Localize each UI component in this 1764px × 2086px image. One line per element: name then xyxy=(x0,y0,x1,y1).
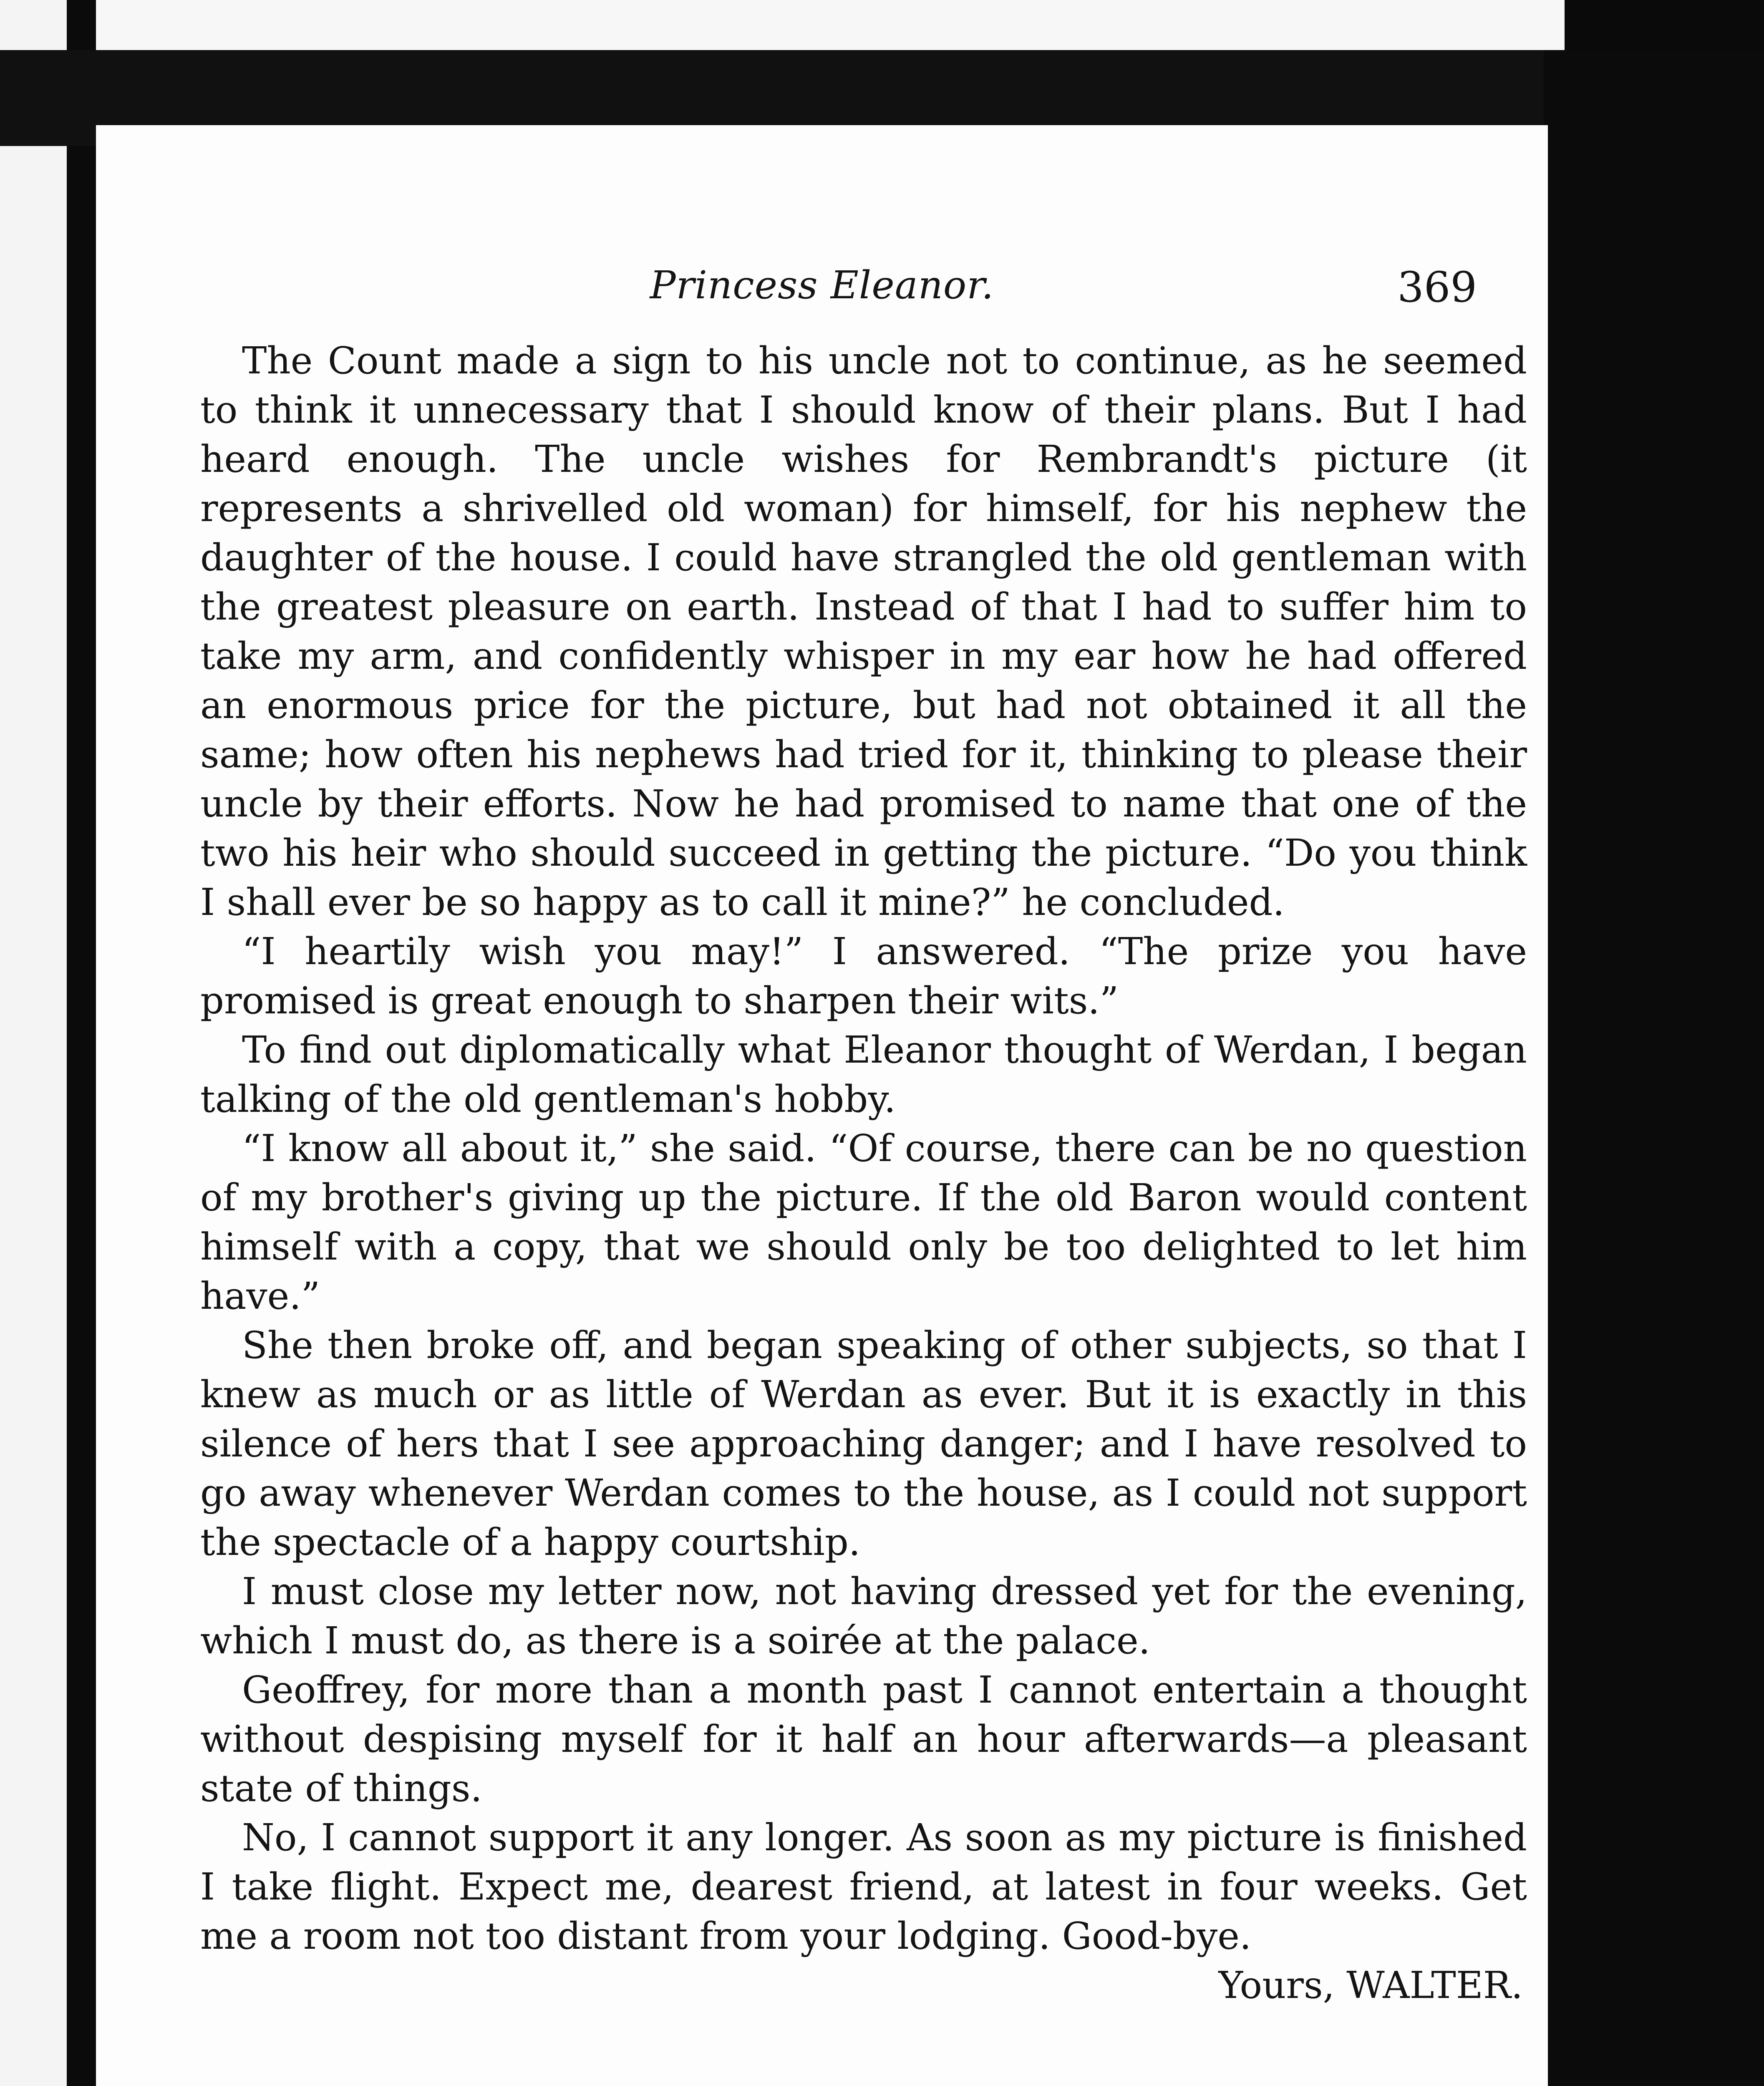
paragraph: She then broke off, and began speaking of other subjects, so that I knew as much or as little of Werdan as ever. But it is exactly in this silence of hers that I see approaching danger; and I have resolved to go away whenever Werdan comes to the house, as I could not support the spectacle of a happy courtship. xyxy=(200,1323,1527,1564)
paragraph: Geoffrey, for more than a month past I cannot entertain a thought without despising myself for it half an hour afterwards—a pleasant state of things. xyxy=(200,1668,1527,1810)
binding-gutter xyxy=(67,0,96,2086)
paragraph: No, I cannot support it any longer. As soon as my picture is finished I take flight. Expect me, dearest friend, at latest in four weeks. Get me a room not too distant from your lodging. Good-bye. xyxy=(200,1816,1527,1958)
paragraph: “I heartily wish you may!” I answered. “The prize you have promised is great enough to sharpen their wits.” xyxy=(200,930,1527,1022)
paragraph: “I know all about it,” she said. “Of course, there can be no question of my brother's giving up the picture. If the old Baron would content himself with a copy, that we should only be too delighted to let him have.” xyxy=(200,1126,1527,1318)
paragraph: I must close my letter now, not having dressed yet for the evening, which I must do, as there is a soirée at the palace. xyxy=(200,1570,1527,1662)
paragraph: The Count made a sign to his uncle not to continue, as he seemed to think it unnecessary that I should know of their plans. But I had heard enough. The uncle wishes for Rembrandt's picture (it represents a shrivelled old woman) for himself, for his nephew the daughter of the house. I could have strangled the old gentleman with the greatest pleasure on earth. Instead of that I had to suffer him to take my arm, and confidently whisper in my ear how he had offered an enormous price for the picture, but had not obtained it all the same; how often his nephews had tried for it, thinking to please their uncle by their efforts. Now he had promised to name that one of the two his heir who should succeed in getting the picture. “Do you think I shall ever be so happy as to call it mine?” he concluded. xyxy=(200,339,1527,924)
page-header xyxy=(96,263,1548,346)
book-page xyxy=(96,125,1548,2086)
page-number: 369 xyxy=(1397,263,1477,312)
running-title: Princess Eleanor. xyxy=(650,263,994,307)
top-margin-strip xyxy=(96,0,1565,50)
paragraph: To find out diplomatically what Eleanor thought of Werdan, I began talking of the old gentleman's hobby. xyxy=(200,1028,1527,1121)
right-scan-edge xyxy=(1544,50,1764,2086)
body-text xyxy=(200,336,1527,2047)
letter-signoff: Yours, WALTER. xyxy=(1218,1963,1523,2007)
left-margin-strip xyxy=(0,0,67,2086)
